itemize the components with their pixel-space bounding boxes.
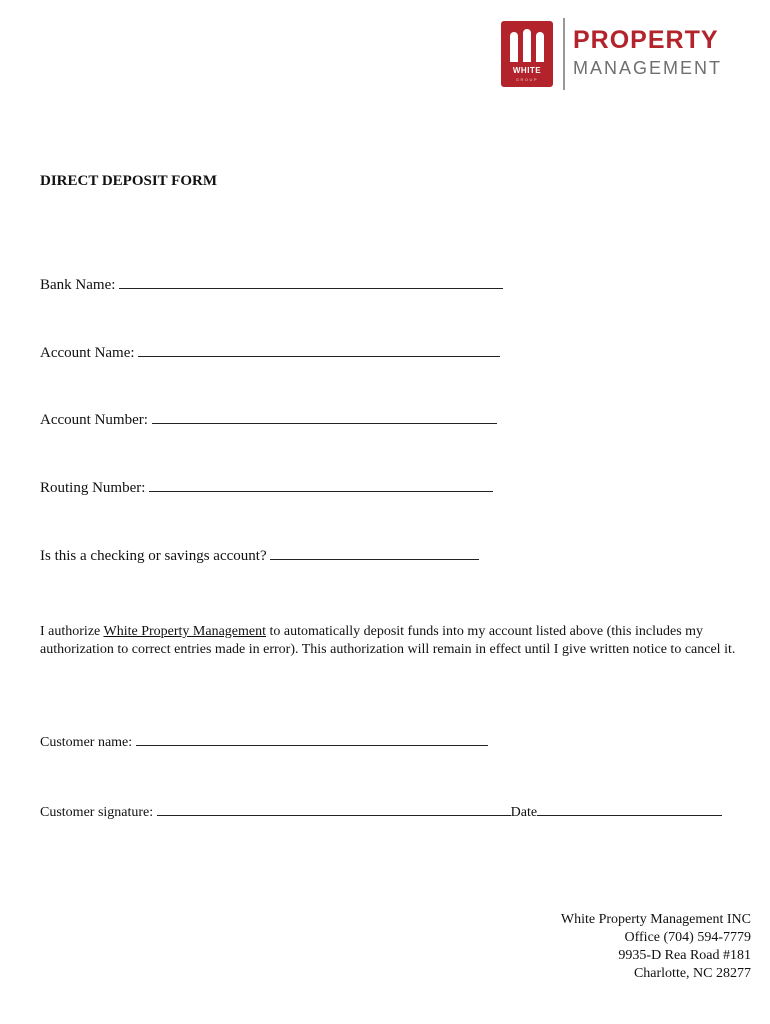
date-field[interactable] [537,801,722,816]
logo-mark-sub: GROUP [515,77,539,82]
form-title: DIRECT DEPOSIT FORM [40,173,217,189]
footer-city: Charlotte, NC 28277 [633,966,751,981]
logo-mark-word: WHITE [512,66,542,75]
customer-signature-label: Customer signature: [40,805,154,820]
logo-text-property: PROPERTY [573,26,719,54]
logo-text-management: MANAGEMENT [573,58,723,78]
footer-company: White Property Management INC [560,912,751,927]
account-type-label: Is this a checking or savings account? [40,548,267,564]
account-name-row [40,342,500,362]
customer-signature-row [40,801,722,821]
authorization-prefix: I authorize [40,624,104,639]
routing-number-field[interactable] [149,477,493,492]
routing-number-label: Routing Number: [40,480,146,496]
bank-name-field[interactable] [119,274,503,289]
account-type-field[interactable] [270,545,479,560]
account-number-label: Account Number: [40,412,148,428]
footer-address: 9935-D Rea Road #181 [618,948,751,963]
bank-name-row [40,274,503,294]
account-number-row [40,409,497,429]
account-type-row [40,545,479,565]
customer-name-label: Customer name: [40,735,133,750]
company-logo [500,18,750,92]
account-name-field[interactable] [138,342,500,357]
bank-name-label: Bank Name: [40,277,116,293]
customer-name-row [40,731,488,751]
authorization-paragraph [40,623,740,659]
authorization-company: White Property Management [103,624,267,639]
account-name-label: Account Name: [40,345,135,361]
logo-divider [563,18,565,90]
customer-signature-field[interactable] [157,801,511,816]
customer-name-field[interactable] [136,731,488,746]
footer-office: Office (704) 594-7779 [624,930,751,945]
routing-number-row [40,477,493,497]
logo-mark-icon [501,21,553,87]
authorization-suffix: to automatically deposit funds into my account listed above (this includes my authorization to correct entries made in error). This authorization will remain in effect until I give written notice to cancel it. [40,624,736,657]
date-label: Date [510,805,538,820]
company-address-block [561,911,751,983]
account-number-field[interactable] [152,409,497,424]
